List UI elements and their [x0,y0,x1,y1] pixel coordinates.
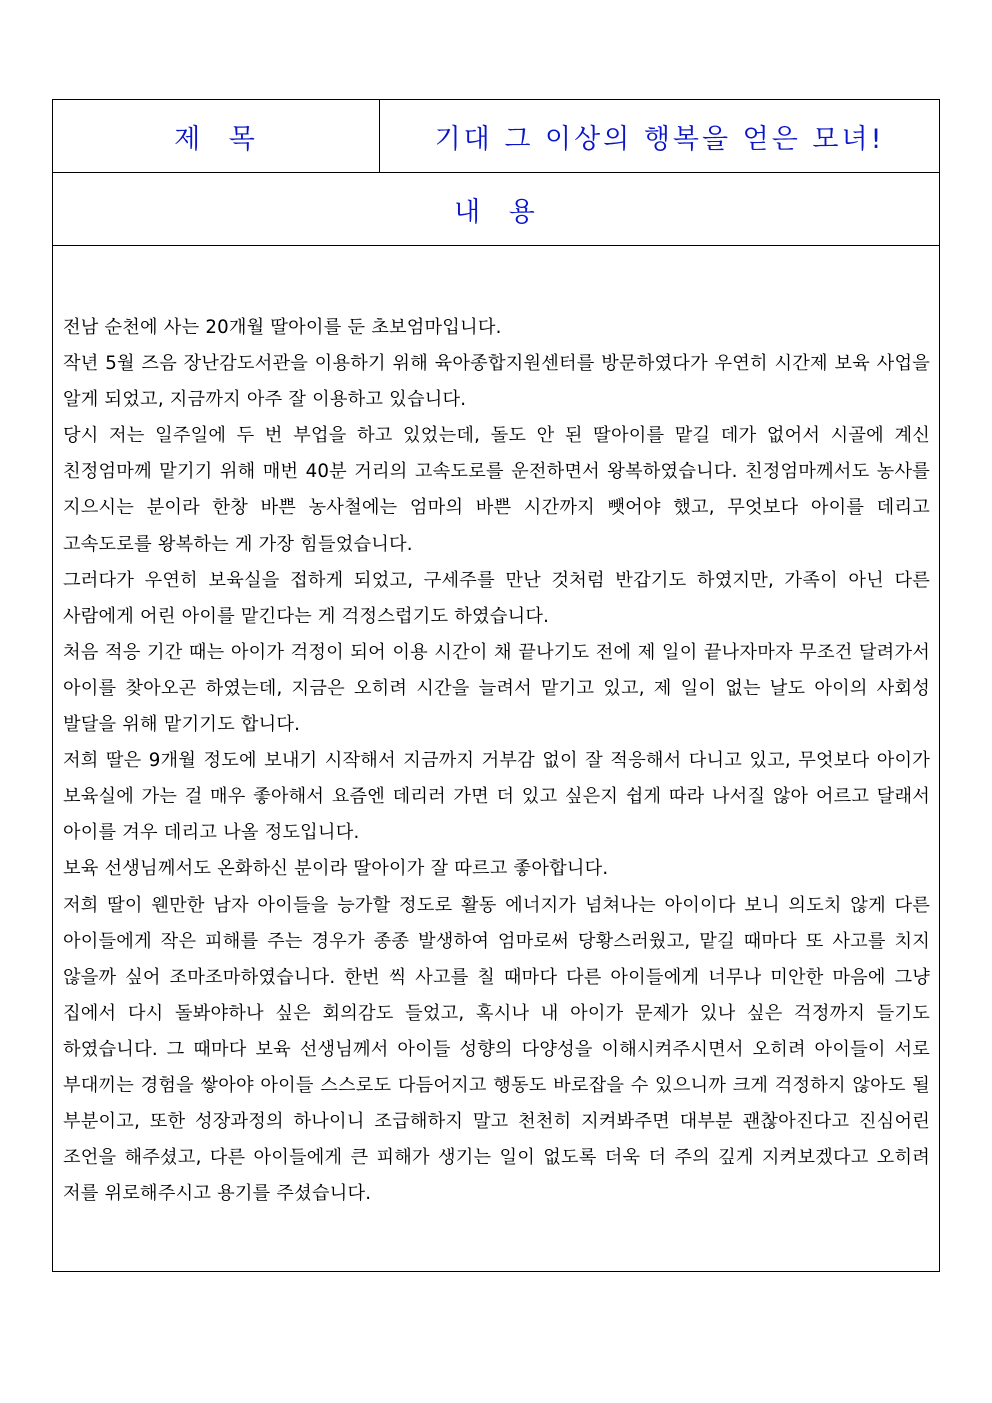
document-title: 기대 그 이상의 행복을 얻은 모녀! [434,123,885,155]
title-value-cell [380,100,939,172]
title-row [53,100,939,173]
title-label: 제 목 [174,123,258,155]
paragraph: 당시 저는 일주일에 두 번 부업을 하고 있었는데, 돌도 안 된 딸아이를 맡길 데가 없어서 시골에 계신 친정엄마께 맡기기 위해 매번 40분 거리의 고속도로를 운전하면서 왕복하였습니다. 친정엄마께서도 농사를 지으시는 분이라 한창 바쁜 농사철에는 엄마의 바쁜 시간까지 뺏어야 했고, 무엇보다 아이를 데리고 고속도로를 왕복하는 게 가장 힘들었습니다. [63,425,930,555]
paragraph: 저희 딸이 웬만한 남자 아이들을 능가할 정도로 활동 에너지가 넘쳐나는 아이이다 보니 의도치 않게 다른 아이들에게 작은 피해를 주는 경우가 종종 발생하여 엄마로써 당황스러웠고, 맡길 때마다 또 사고를 치지 않을까 싶어 조마조마하였습니다. 한번 씩 사고를 칠 때마다 다른 아이들에게 너무나 미안한 마음에 그냥 집에서 다시 돌봐야하나 싶은 회의감도 들었고, 혹시나 내 아이가 문제가 있나 싶은 걱정까지 들기도 하였습니다. 그 때마다 보육 선생님께서 아이들 성향의 다양성을 이해시켜주시면서 오히려 아이들이 서로 부대끼는 경험을 쌓아야 아이들 스스로도 다듬어지고 행동도 바로잡을 수 있으니까 크게 걱정하지 않아도 될 부분이고, 또한 성장과정의 하나이니 조급해하지 말고 천천히 지켜봐주면 대부분 괜찮아진다고 진심어린 조언을 해주셨고, 다른 아이들에게 큰 피해가 생기는 일이 없도록 더욱 더 주의 깊게 지켜보겠다고 오히려 저를 위로해주시고 용기를 주셨습니다. [63,894,930,1205]
body-text [63,310,930,1212]
content-body [53,246,939,1271]
content-label: 내 용 [454,196,538,228]
paragraph: 보육 선생님께서도 온화하신 분이라 딸아이가 잘 따르고 좋아합니다. [63,858,609,880]
paragraph: 처음 적응 기간 때는 아이가 걱정이 되어 이용 시간이 채 끝나기도 전에 제 일이 끝나자마자 무조건 달려가서 아이를 찾아오곤 하였는데, 지금은 오히려 시간을 늘려서 맡기고 있고, 제 일이 없는 날도 아이의 사회성 발달을 위해 맡기기도 합니다. [63,641,930,736]
paragraph: 그러다가 우연히 보육실을 접하게 되었고, 구세주를 만난 것처럼 반갑기도 하였지만, 가족이 아닌 다른 사람에게 어린 아이를 맡긴다는 게 걱정스럽기도 하였습니다. [63,569,930,627]
paragraph: 전남 순천에 사는 20개월 딸아이를 둔 초보엄마입니다. [63,317,502,338]
paragraph: 저희 딸은 9개월 정도에 보내기 시작해서 지금까지 거부감 없이 잘 적응해서 다니고 있고, 무엇보다 아이가 보육실에 가는 걸 매우 좋아해서 요즘엔 데리러 가면 더 있고 싶은지 쉽게 따라 나서질 않아 어르고 달래서 아이를 겨우 데리고 나올 정도입니다. [63,750,930,844]
paragraph: 작년 5월 즈음 장난감도서관을 이용하기 위해 육아종합지원센터를 방문하였다가 우연히 시간제 보육 사업을 알게 되었고, 지금까지 아주 잘 이용하고 있습니다. [63,353,930,411]
content-header-row [53,173,939,246]
title-label-cell [53,100,380,172]
document-table [52,99,940,1272]
